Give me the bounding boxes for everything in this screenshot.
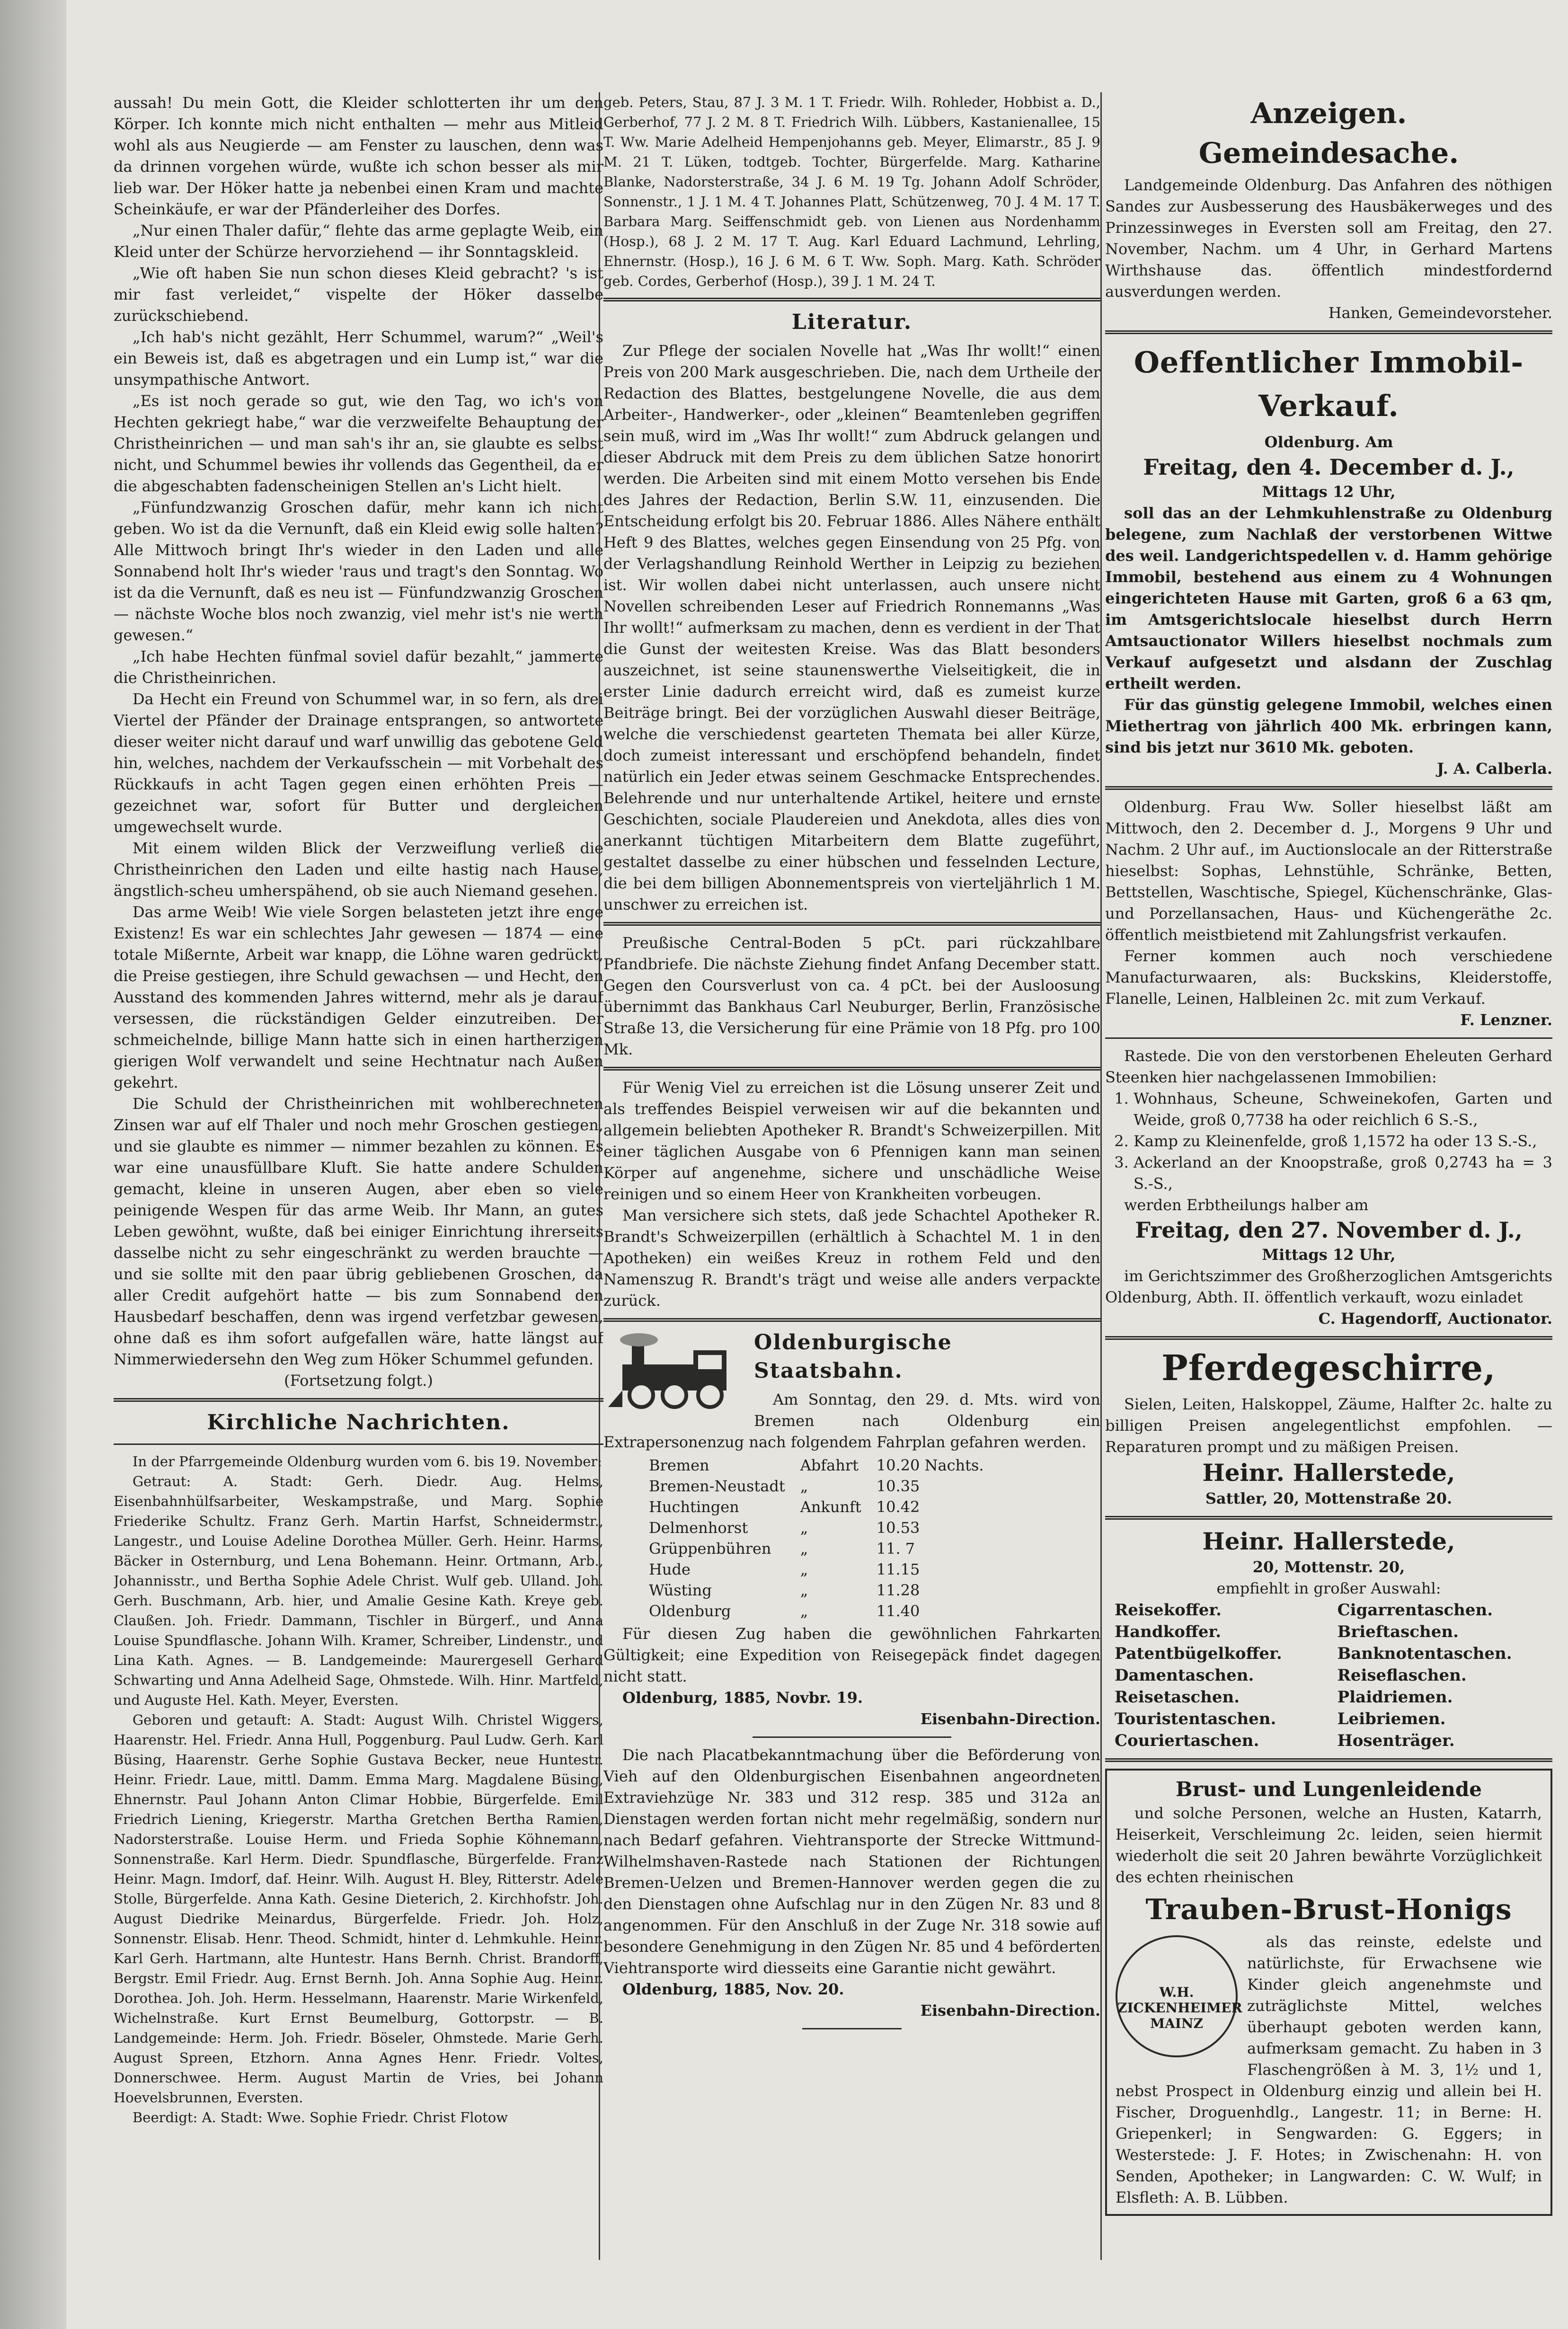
story-paragraph: Da Hecht ein Freund von Schummel war, in so fern, als drei Viertel der Pfänder der Drainage entsprangen, so antwortete dieser weiter nicht darauf und warf unwillig das gebotene Geld hin, welches, nachdem der Verkaufsschein — mit Vorbehalt des Rückkaufs in acht Tagen gegen einen erhöhten Preis — gezeichnet war, sofort für Butter und dergleichen umgewechselt wurde. [114, 690, 603, 836]
time: 10.35 [876, 1477, 920, 1495]
list-item: 1. Wohnhaus, Scheune, Schweinekofen, Garten und Weide, groß 0,7738 ha oder reichlich 6 S.-S., [1134, 1088, 1552, 1131]
mark: Ankunft [800, 1498, 861, 1516]
list-item: 3. Ackerland an der Knoopstraße, groß 0,2743 ha = 3 S.-S., [1134, 1152, 1552, 1195]
auction-soller-signature: F. Lenzner. [1460, 1011, 1552, 1029]
station: Oldenburg [649, 1602, 731, 1620]
station: Bremen-Neustadt [649, 1477, 785, 1495]
timetable-row [641, 1517, 992, 1538]
goods-right [1338, 1599, 1543, 1752]
page-edge [0, 0, 66, 2329]
goods-list [1105, 1599, 1552, 1752]
community-text: Landgemeinde Oldenburg. Das Anfahren des nöthigen Sandes zur Ausbesserung des Hausbäkerweges und des Prinzessinweges in Eversten soll am Freitag, den 27. November, Nachm. um 4 Uhr, in Gerhard Martens Wirthshause das. öffentlich mindestfordernd ausverdungen werden. [1105, 176, 1552, 301]
divider [1105, 1516, 1552, 1520]
hallerstede-address-2: 20, Mottenstr. 20, [1252, 1558, 1405, 1576]
honey-advert [1105, 1769, 1552, 2216]
honey-heading: Brust- und Lungenleidende [1176, 1778, 1482, 1801]
literatur-text: Zur Pflege der socialen Novelle hat „Was Ihr wollt!“ einen Preis von 200 Mark ausgeschrieben. Die, nach dem Urtheile der Redaction des Blattes, bestgelungene Novelle, die aus dem Arbeiter-, Handwerker-, oder „kleinen“ Beamtenleben gegriffen sein muß, wird im „Was Ihr wollt!“ zum Abdruck gelangen und dieser Abdruck mit dem Preis zu dem üblichen Satze honorirt werden. Die Arbeiten sind mit einem Motto versehen bis Ende des Jahres der Redaction, Berlin S.W. 11, einzusenden. Die Entscheidung erfolgt bis 20. Februar 1886. Alles Nähere enthält Heft 9 des Blattes, welches gegen Einsendung von 25 Pfg. von der Verlagshandlung Reinhold Werther in Leipzig zu beziehen ist. Wir wollen dabei nicht unterlassen, auch unsere nicht Novellen schreibenden Leser auf Friedrich Ronnemanns „Was Ihr wollt!“ aufmerksam zu machen, denn es verdient in der That die Gunst der weitesten Kreise. Was das Blatt besonders auszeichnet, ist seine staunenswerthe Vielseitigkeit, die in erster Linie dadurch erreicht wird, daß es zumeist kurze Beiträge bringt. Bei der vorzüglichen Auswahl dieser Beiträge, welche die verschiedenst gearteten Themata bei aller Kürze, doch zumeist interessant und erschöpfend behandeln, findet natürlich ein Jeder etwas seinem Geschmacke Entsprechendes. Belehrende und nur unterhaltende Artikel, heitere und ernste Geschichten, sociale Plaudereien und Anekdota, alles dies von anerkannt tüchtigen Mitarbeitern dem Blatte zugeführt, gestaltet dasselbe zu einer hübschen und fesselnden Lecture, die bei dem billigen Abonnementspreis von vierteljährlich 1 M. unschwer zu erreichen ist. [603, 342, 1100, 913]
church-paragraph: In der Pfarrgemeinde Oldenburg wurden vom 6. bis 19. November: [133, 1453, 602, 1470]
divider [753, 1736, 951, 1738]
list-item: Touristentaschen. [1115, 1709, 1276, 1728]
list-item: Patentbügelkoffer. [1115, 1644, 1282, 1663]
list-item: 2. Kamp zu Kleinenfelde, groß 1,1572 ha oder 13 S.-S., [1134, 1131, 1552, 1152]
mark: „ [800, 1602, 808, 1620]
divider [603, 1318, 1100, 1322]
immobil-signature: J. A. Calberla. [1436, 760, 1552, 778]
divider [1105, 1037, 1552, 1039]
hallerstede-name-2: Heinr. Hallerstede, [1202, 1527, 1455, 1555]
rastede-text-3: im Gerichtszimmer des Großherzoglichen Amtsgerichts Oldenburg, Abth. II. öffentlich verkauft, wozu einladet [1105, 1267, 1552, 1306]
list-item: Couriertaschen. [1115, 1731, 1259, 1750]
railway-notice [603, 1328, 1100, 1730]
auction-soller: Oldenburg. Frau Ww. Soller hieselbst läßt am Mittwoch, den 2. December d. J., Morgens 9 Uhr und Nachm. 2 Uhr auf., im Auctionslocale an der Ritterstraße hieselbst: Sophas, Lehnstühle, Schränke, Betten, Bettstellen, Waschtische, Spiegel, Küchenschränke, Glas- und Porzellansachen, Haus- und Küchengeräthe 2c. öffentlich meistbietend mit Zahlungsfrist verkaufen. [1105, 798, 1552, 944]
railway-signature: Eisenbahn-Direction. [920, 1710, 1100, 1728]
schweizerpillen-notice-2: Man versichere sich stets, daß jede Schachtel Apotheker R. Brandt's Schweizerpillen (erhältlich à Schachtel M. 1 in den Apotheken) ein weißes Kreuz in rothem Feld und den Namenszug R. Brandt's trägt und weise alle anders verpackte zurück. [603, 1206, 1100, 1310]
story-paragraph: „Ich habe Hechten fünfmal soviel dafür bezahlt,“ jammerte die Christheinrichen. [114, 647, 603, 687]
pfandbriefe-notice: Preußische Central-Boden 5 pCt. pari rückzahlbare Pfandbriefe. Die nächste Ziehung findet Anfang December statt. Gegen den Coursverlust von ca. 4 pCt. bei der Ausloosung übernimmt das Bankhaus Carl Neuburger, Berlin, Französische Straße 13, die Versicherung für eine Prämie von 18 Pfg. pro 100 Mk. [603, 934, 1100, 1058]
community-signature: Hanken, Gemeindevorsteher. [1328, 304, 1552, 322]
column-2 [603, 92, 1100, 2260]
story-paragraph: Das arme Weib! Wie viele Sorgen belasteten jetzt ihre enge Existenz! Es war ein schlechtes Jahr gewesen — 1874 — eine totale Mißernte, Arbeit war knapp, die Löhne waren gedrückt, die Preise gestiegen, ihre Schuld gewachsen — und Hecht, den Ausstand des kommenden Jahres witternd, mehr als je darauf versessen, die rückständigen Gelder einzutreiben. Der schmeichelnde, billige Mann hatte sich in einen hartherzigen gierigen Wolf verwandelt und seine Hechtnatur nach Außen gekehrt. [114, 903, 603, 1091]
timetable-row [641, 1559, 992, 1580]
schweizerpillen-notice: Für Wenig Viel zu erreichen ist die Lösung unserer Zeit und als treffendes Beispiel verweisen wir auf die bekannten und allgemein beliebten Apotheker R. Brandt's Schweizerpillen. Mit einer täglichen Ausgabe von 6 Pfennigen kann man seinen Körper auf angenehme, sichere und unschädliche Weise reinigen und so einem Heer von Krankheiten vorbeugen. [603, 1079, 1100, 1203]
divider [603, 922, 1100, 926]
immobil-time: Mittags 12 Uhr, [1262, 483, 1396, 501]
honey-intro: und solche Personen, welche an Husten, Katarrh, Heiserkeit, Verschleimung 2c. leiden, seien hiermit wiederholt die seit 20 Jahren bewährte Vorzüglichkeit des echten rheinischen [1116, 1804, 1542, 1886]
seal-text: W.H. ZICKENHEIMER MAINZ [1117, 1984, 1242, 2031]
station: Huchtingen [649, 1498, 739, 1516]
divider [1105, 330, 1552, 334]
mark: „ [800, 1477, 808, 1495]
list-item: Damentaschen. [1115, 1666, 1254, 1685]
story-paragraph: Mit einem wilden Blick der Verzweiflung verließ die Christheinrichen den Laden und eilte hastig nach Hause, ängstlich-scheu umherspähend, ob sie auch Niemand gesehen. [114, 839, 603, 900]
list-item: Hosenträger. [1337, 1731, 1455, 1750]
railway-place-date: Oldenburg, 1885, Novbr. 19. [622, 1689, 863, 1707]
time: 10.53 [876, 1519, 920, 1537]
story-paragraph: „Ich hab's nicht gezählt, Herr Schummel, warum?“ „Weil's ein Beweis ist, daß es abgetragen und ein Lump ist,“ war die unsympathische Antwort. [114, 328, 603, 389]
divider [603, 298, 1100, 301]
divider [603, 1067, 1100, 1071]
hallerstede-sub: empfiehlt in großer Auswahl: [1216, 1579, 1441, 1597]
literatur-heading: Literatur. [791, 310, 912, 334]
timetable-row [641, 1538, 992, 1559]
time: 11.15 [876, 1560, 920, 1578]
immobil-heading: Oeffentlicher Immobil-Verkauf. [1134, 345, 1524, 423]
divider [1105, 1336, 1552, 1340]
station: Hude [649, 1560, 691, 1578]
list-item: Banknotentaschen. [1337, 1644, 1512, 1663]
timetable [641, 1455, 992, 1621]
list-item: Cigarrentaschen. [1337, 1601, 1493, 1620]
mark: „ [800, 1560, 808, 1578]
station: Grüppenbühren [649, 1540, 771, 1558]
divider [1105, 786, 1552, 790]
burials-continued: geb. Peters, Stau, 87 J. 3 M. 1 T. Friedr. Wilh. Rohleder, Hobbist a. D., Gerberhof, 77 J. 2 M. 8 T. Friedrich Wilh. Lübbers, Kastanienallee, 15 T. Ww. Marie Adelheid Hempenjohanns geb. Meyer, Elimarstr., 85 J. 9 M. 21 T. Lüken, todtgeb. Tochter, Bürgerfelde. Marg. Katharine Blanke, Nadorsterstraße, 34 J. 6 M. 19 Tg. Johann Adolf Schröder, Sonnenstr., 1 J. 1 M. 4 T. Johannes Platt, Schützenweg, 70 J. 4 M. 17 T. Barbara Marg. Seiffenschmidt geb. von Lienen aus Nordenhamm (Hosp.), 68 J. 2 M. 17 T. Aug. Karl Eduard Lachmund, Lehrling, Ehnernstr. (Hosp.), 16 J. 6 M. 6 T. Ww. Soph. Marg. Kath. Schröder geb. Cordes, Gerberhof (Hosp.), 39 J. 1 M. 24 T. [603, 94, 1100, 289]
divider [1105, 1758, 1552, 1762]
rastede-time: Mittags 12 Uhr, [1262, 1246, 1396, 1264]
goods-left [1115, 1599, 1320, 1752]
timetable-row [641, 1455, 992, 1476]
railway-text: Für diesen Zug haben die gewöhnlichen Fahrkarten Gültigkeit; eine Expedition von Reisegepäck findet dagegen nicht statt. [603, 1625, 1100, 1685]
story-paragraph: „Nur einen Thaler dafür,“ flehte das arme geplagte Weib, ein Kleid unter der Schürze hervorziehend — ihr Sonntagskleid. [114, 221, 603, 261]
divider [114, 1443, 603, 1445]
serial-story [114, 92, 603, 1391]
time: 11.28 [876, 1581, 920, 1599]
railway-signature-2: Eisenbahn-Direction. [920, 2001, 1100, 2019]
newspaper-page [66, 0, 1568, 2329]
community-heading: Gemeindesache. [1198, 137, 1459, 170]
grape-seal-icon [1116, 1935, 1242, 2057]
list-item: Reiseflaschen. [1337, 1666, 1467, 1685]
rastede-text: Rastede. Die von den verstorbenen Eheleuten Gerhard Steenken hier nachgelassenen Immobilien: [1105, 1047, 1552, 1086]
column-3 [1105, 92, 1552, 2260]
station: Delmenhorst [649, 1519, 748, 1537]
hallerstede-name: Heinr. Hallerstede, [1202, 1459, 1455, 1487]
list-item: Leibriemen. [1337, 1709, 1446, 1728]
divider [114, 1398, 603, 1402]
story-paragraph: „Es ist noch gerade so gut, wie den Tag, wo ich's von Hechten gekriegt habe,“ war die verzweifelte Behauptung der Christheinrichen — und man sah's ihr an, sie glaubte es selbst nicht, und Schummel bewies ihr vollends das Gegentheil, da er die abgeschabten fadenscheinigen Stellen an's Licht hielt. [114, 392, 603, 495]
story-paragraph: aussah! Du mein Gott, die Kleider schlotterten ihr um den Körper. Ich konnte mich nicht enthalten — mehr aus Mitleid wohl als aus Neugierde — am Fenster zu lauschen, denn was da drinnen vorgehen würde, wußte ich schon besser als mir lieb war. Der Höker hatte ja nebenbei einen Kram und machte Scheinkäufe, er war der Pfänderleiher des Dorfes. [114, 94, 603, 218]
station: Wüsting [649, 1581, 712, 1599]
timetable-row [641, 1476, 992, 1497]
immobil-text: soll das an der Lehmkuhlenstraße zu Oldenburg belegene, zum Nachlaß der verstorbenen Wittwe des weil. Landgerichtspedellen v. d. Hamm gehörige Immobil, bestehend aus einem zu 4 Wohnungen eingerichteten Hause mit Garten, groß 6 a 63 qm, im Amtsgerichtslocale hieselbst durch Herrn Amtsauctionator Willers hieselbst nochmals zum Verkauf aufgesetzt und alsdann der Zuschlag ertheilt werden. [1105, 504, 1552, 692]
harness-text: Sielen, Leiten, Halskoppel, Zäume, Halfter 2c. halte zu billigen Preisen angelegentlichst empfohlen. — Reparaturen prompt und zu mäßigen Preisen. [1105, 1395, 1552, 1456]
honey-text: als das reinste, edelste und natürlichste, für Erwachsene wie Kinder gleich angenehmste und zuträglichste Mittel, welches überhaupt geboten werden kann, aufmerksam gemacht. Zu haben in 3 Flaschengrößen à M. 3, 1½ und 1, nebst Prospect in Oldenburg einzig und allein bei H. Fischer, Droguenhdlg., Langestr. 11; in Berne: H. Griepenkerl; in Sengwarden: G. Eggers; in Westerstede: J. F. Hotes; in Zwischenahn: H. von Senden, Apotheker; in Langwarden: C. W. Wulf; in Elsfleth: A. B. Lübben. [1116, 1933, 1542, 2206]
cattle-transport-text: Die nach Placatbekanntmachung über die Beförderung von Vieh auf den Oldenburgischen Eisenbahnen angeordneten Extraviehzüge Nr. 383 und 312 resp. 385 und 312a an Dienstagen werden fortan nicht mehr regelmäßig, sondern nur nach Bedarf gefahren. Viehtransporte der Strecke Wittmund-Wilhelmshaven-Rastede nach Stationen der Richtungen Bremen-Uelzen und Bremen-Hannover werden gegen die zu den Dienstagen ohne Aufschlag nur in den Zügen Nr. 83 und 8 angenommen. Für den Anschluß in der Zuge Nr. 318 sowie auf besondere Genehmigung in den Zügen Nr. 85 und 4 beförderten Viehtransporte wird diesseits eine Garantie nicht gewährt. [603, 1746, 1100, 1977]
immobil-text-2: Für das günstig gelegene Immobil, welches einen Miethertrag von jährlich 400 Mk. erbringen kann, sind bis jetzt nur 3610 Mk. geboten. [1105, 696, 1552, 756]
locomotive-icon [603, 1331, 745, 1412]
story-paragraph: „Fünfundzwanzig Groschen dafür, mehr kann ich nicht geben. Wo ist da die Vernunft, daß ein Kleid ewig solle halten? Alle Mittwoch bringt Ihr's wieder in den Laden und alle Sonnabend holt Ihr's wieder 'raus und tragt's den Sonntag. Wo ist da die Vernunft, daß es neu ist — Fünfundzwanzig Groschen — nächste Woche blos noch zwanzig, viel mehr ist's nie werth gewesen.“ [114, 498, 603, 644]
rastede-date: Freitag, den 27. November d. J., [1135, 1217, 1523, 1243]
column-1 [114, 92, 603, 2260]
honey-title: Trauben-Brust-Honigs [1145, 1893, 1512, 1926]
story-paragraph: Die Schuld der Christheinrichen mit wohlberechneten Zinsen war auf elf Thaler und noch mehr Groschen gestiegen, und sie glaubte es nimmer — nimmer bezahlen zu können. Es war eine unausfüllbare Kluft. Sie hatte andere Schulden gemacht, kleine in unseren Augen, aber eben so viele peinigende Wespen für das arme Weib. Ihr Mann, an gutes Leben gewöhnt, wußte, daß bei einiger Einrichtung ihrerseits dasselbe nicht zu sehr eingeschränkt zu werden brauchte — und sie sollte mit den paar übrig gebliebenen Groschen, da aller Credit aufgehört hatte — bis zum Sonnabend den Hausbedarf beschaffen, denn was irgend verfetzbar gewesen, ohne daß es ihm sofort aufgefallen wäre, hatte längst auf Nimmerwiedersehn den Weg zum Höker Schummel gefunden. [114, 1095, 603, 1368]
column-rule [1100, 92, 1102, 2260]
church-heading: Kirchliche Nachrichten. [207, 1410, 510, 1435]
list-item: Handkoffer. [1115, 1622, 1222, 1641]
time: 11. 7 [876, 1540, 915, 1558]
time: 10.20 Nachts. [876, 1456, 984, 1474]
church-paragraph: Beerdigt: A. Stadt: Wwe. Sophie Friedr. Christ Flotow [133, 2109, 508, 2125]
immobil-place: Oldenburg. Am [1264, 433, 1393, 451]
timetable-row [641, 1497, 992, 1517]
rastede-signature: C. Hagendorff, Auctionator. [1318, 1310, 1552, 1328]
list-item: Plaidriemen. [1337, 1688, 1453, 1707]
hallerstede-address: Sattler, 20, Mottenstraße 20. [1205, 1489, 1453, 1507]
mark: „ [800, 1519, 808, 1537]
railway-intro: Am Sonntag, den 29. d. Mts. wird von Bremen nach Oldenburg ein Extrapersonenzug nach folgendem Fahrplan gefahren werden. [603, 1390, 1100, 1451]
railway-place-date-2: Oldenburg, 1885, Nov. 20. [622, 1980, 844, 1998]
ads-heading: Anzeigen. [1250, 97, 1407, 130]
list-item: Brieftaschen. [1337, 1622, 1459, 1641]
timetable-row [641, 1580, 992, 1601]
mark: „ [800, 1581, 808, 1599]
continued-note: (Fortsetzung folgt.) [284, 1372, 433, 1390]
harness-heading: Pferdegeschirre, [1161, 1348, 1496, 1389]
time: 10.42 [876, 1498, 920, 1516]
story-paragraph: „Wie oft haben Sie nun schon dieses Kleid gebracht? 's ist mir fast verleidet,“ vispelte der Höker dasselbe zurückschiebend. [114, 264, 603, 325]
immobil-date: Freitag, den 4. December d. J., [1143, 454, 1515, 480]
auction-soller-2: Ferner kommen auch noch verschiedene Manufacturwaaren, als: Buckskins, Kleiderstoffe, Flanelle, Leinen, Halbleinen 2c. mit zum Verkauf. [1105, 947, 1552, 1008]
list-item: Reisetaschen. [1115, 1688, 1240, 1707]
list-item: Reisekoffer. [1115, 1601, 1222, 1620]
mark: „ [800, 1540, 808, 1558]
rastede-text-2: werden Erbtheilungs halber am [1124, 1196, 1369, 1214]
railway-heading: Oldenburgische Staatsbahn. [754, 1330, 952, 1383]
divider [802, 2028, 902, 2029]
rastede-list [1105, 1088, 1552, 1195]
church-paragraph: Getraut: A. Stadt: Gerh. Diedr. Aug. Helms, Eisenbahnhülfsarbeiter, Weskampstraße, und Marg. Sophie Friederike Schultz. Franz Gerh. Martin Harfst, Schneidermstr., Langestr., und Louise Adeline Dorothea Müller. Gerh. Heinr. Harms, Bäcker in Osternburg, und Lena Bohemann. Heinr. Ortmann, Arb., Johannisstr., und Bertha Sophie Adele Christ. Wulf geb. Ulland. Joh. Gerh. Buschmann, Arb. hier, und Amalie Gesine Kath. Kreye geb. Claußen. Joh. Friedr. Dammann, Tischler in Bürgerf., und Anna Louise Spundflasche. Johann Wilh. Kramer, Schreiber, Lindenstr., und Lina Kath. Agnes. — B. Landgemeinde: Maurergesell Gerhard Schwarting und Anna Adelheid Sage, Ohmstede. Wilh. Hinr. Martfeld, und Auguste Hel. Kath. Meyer, Eversten. [114, 1473, 603, 1708]
timetable-row [641, 1601, 992, 1621]
time: 11.40 [876, 1602, 920, 1620]
mark: Abfahrt [800, 1456, 859, 1474]
church-paragraph: Geboren und getauft: A. Stadt: August Wilh. Christel Wiggers, Haarenstr. Hel. Friedr. Anna Hull, Poggenburg. Paul Ludw. Gerh. Karl Büsing, Haarenstr. Gerhe Sophie Gustava Becker, neue Huntestr. Heinr. Friedr. Laue, mittl. Damm. Emma Marg. Magdalene Büsing, Ehnernstr. Paul Johann Anton Climar Hobbie, Bürgerfelde. Emil Friedrich Liening, Kriegerstr. Martha Gretchen Bertha Ramien, Nadorsterstraße. Louise Herm. und Frieda Sophie Köhnemann, Sonnenstraße. Karl Herm. Diedr. Spundflasche, Bürgerfelde. Franz Heinr. Magn. Imdorf, daf. Heinr. Wilh. August H. Bley, Ritterstr. Adele Stolle, Bürgerfelde. Anna Kath. Gesine Dieterich, 2. Kirchhofstr. Joh. August Diedrike Meinardus, Bürgerfelde. Friedr. Joh. Holz, Sonnenstr. Elisab. Henr. Theod. Schmidt, hinter d. Lehmkuhle. Heinr. Karl Gerh. Hartmann, alte Huntestr. Hans Bernh. Christ. Brandorff, Bergstr. Emil Friedr. Aug. Ernst Bernh. Joh. Anna Sophie Aug. Heinr. Dorothea. Joh. Joh. Herm. Hesselmann, Haarenstr. Marie Wirkenfeld, Wichelnstraße. Kurt Ernst Beumelburg, Gottorpstr. — B. Landgemeinde: Herm. Joh. Friedr. Böseler, Ohmstede. Marie Gerh. August Spreen, Etzhorn. Anna Agnes Henr. Friedr. Voltes, Donnerschwee. Herm. August Martin de Vries, bei Johann Hoevelsbrunnen, Eversten. [114, 1712, 603, 2106]
station: Bremen [649, 1456, 709, 1474]
